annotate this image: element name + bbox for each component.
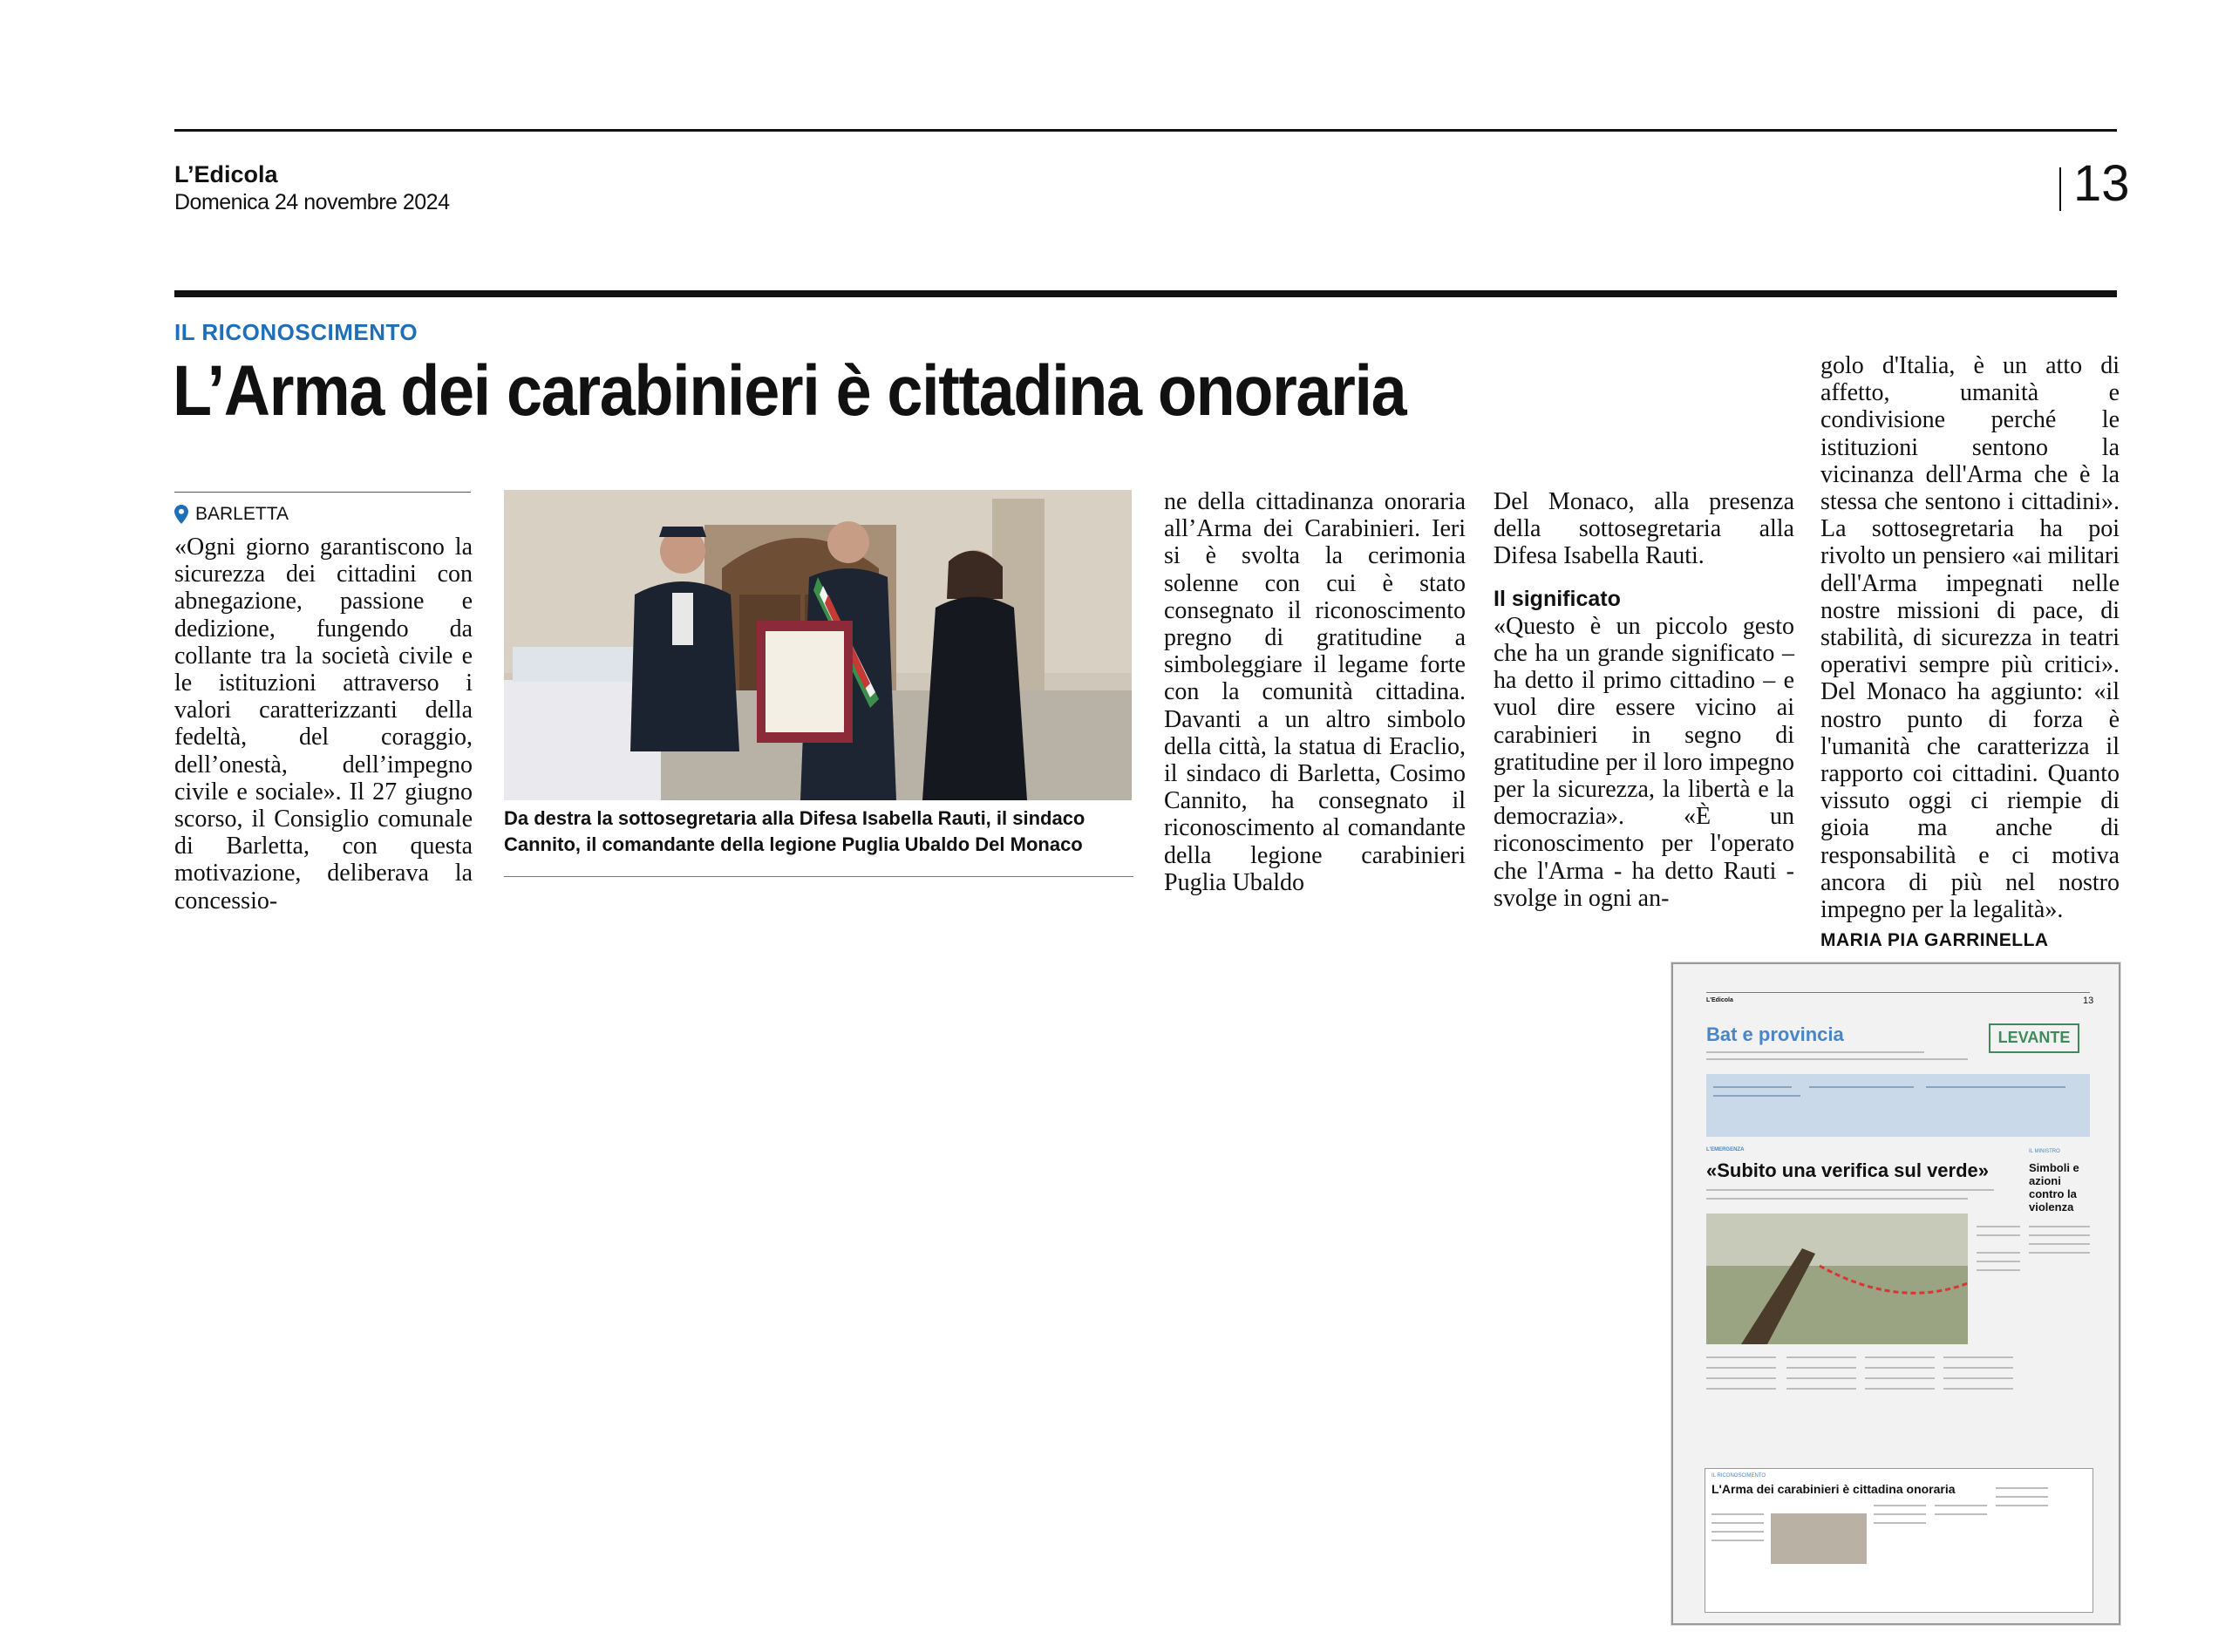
thumb-text (1865, 1388, 1935, 1390)
thumb-text (1786, 1356, 1856, 1358)
article-kicker: IL RICONOSCIMENTO (174, 319, 418, 345)
thumb-text (1711, 1513, 1764, 1515)
thumb-photo-image (1706, 1214, 1968, 1344)
thumb-text (2029, 1252, 2090, 1254)
thumb-text (1706, 1198, 1968, 1200)
thumb-text (1706, 1051, 1924, 1053)
thumb-text (1935, 1505, 1987, 1506)
thumb-text (1996, 1505, 2048, 1506)
thumb-text (1711, 1531, 1764, 1533)
location-rule (174, 492, 471, 493)
thumb-text (2029, 1226, 2090, 1227)
thumb-text (1977, 1252, 2020, 1254)
thumb-text (1706, 1058, 1968, 1060)
thumb-text (1926, 1086, 2065, 1088)
location-pin-icon (174, 505, 188, 524)
thumb-text (1943, 1367, 2013, 1369)
thumb-article-headline: L'Arma dei carabinieri è cittadina onoraria (1711, 1482, 1956, 1496)
column-4-text-b: «Questo è un piccolo gesto che ha un grande significato – ha detto il primo cittadino – e vuol dire essere vicino ai carabinieri in segno di gratitudine per il loro impegno per la sicurezza, la libertà e la democrazia». «È un riconoscimento per l'operato che l'Arma - ha detto Rauti - svolge in ogni an- (1494, 612, 1794, 912)
thumb-text (1977, 1261, 2020, 1262)
thumb-text (1706, 1377, 1776, 1379)
thumb-text (1865, 1367, 1935, 1369)
thumb-text (1786, 1377, 1856, 1379)
column-4-text-a: Del Monaco, alla presenza della sottosegretaria alla Difesa Isabella Rauti. (1494, 488, 1794, 570)
article-location (174, 504, 289, 525)
caption-rule (504, 876, 1133, 877)
thumb-text (1706, 1189, 1994, 1191)
article-column-1 (174, 534, 473, 914)
thumb-text (1977, 1269, 2020, 1271)
thumb-text (1977, 1226, 2020, 1227)
thumb-text (1874, 1505, 1926, 1506)
page-number: 13 (2073, 155, 2130, 212)
page-number-divider (2059, 167, 2061, 211)
column-5-text: golo d'Italia, è un atto di affetto, umanità e condivisione perché le istituzioni sentono la vicinanza dell'Arma che è la stessa che sentono i cittadini». La sottosegretaria ha poi rivolto un pensiero «ai militari dell'Arma impegnati nelle nostre missioni di pace, di stabilità, di sicurezza in teatri operativi sempre più critici». Del Monaco ha aggiunto: «il nostro punto di forza è l'umanità che caratterizza il rapporto coi cittadini. Quanto vissuto oggi ci riempie di gioia ma anche di responsabilità e ci motiva ancora di più nel nostro impegno per la legalità». (1820, 352, 2120, 924)
thumb-text (1786, 1388, 1856, 1390)
thumb-article-photo (1771, 1513, 1867, 1564)
thumb-brand-logo: LEVANTE (1989, 1023, 2079, 1053)
article-column-4 (1494, 488, 1794, 912)
thumb-text (1996, 1496, 2048, 1498)
thumb-masthead: L'Edicola (1706, 997, 1733, 1003)
thumb-text (1865, 1356, 1935, 1358)
thumb-text (1711, 1522, 1764, 1524)
thumb-section-title: Bat e provincia (1706, 1023, 1844, 1045)
thumb-text (1935, 1513, 1987, 1515)
issue-date: Domenica 24 novembre 2024 (174, 190, 450, 214)
column-1-text: «Ogni giorno garantiscono la sicurezza dei cittadini con abnegazione, passione e dedizione, fungendo da collante tra la società civile e le istituzioni attraverso i valori caratterizzanti della fedeltà, del coraggio, dell’onestà, dell’impegno civile e sociale». Il 27 giugno scorso, il Consiglio comunale di Barletta, con questa motivazione, deliberava la concessio- (174, 534, 473, 914)
thumb-top-rule (1706, 992, 2090, 993)
thumb-kicker: L'EMERGENZA (1706, 1147, 1745, 1152)
location-label: BARLETTA (195, 504, 289, 524)
ceremony-photo (504, 490, 1132, 800)
thumb-text (1865, 1377, 1935, 1379)
thumb-text (1706, 1356, 1776, 1358)
thumb-text (2029, 1243, 2090, 1245)
thumb-text (2029, 1234, 2090, 1236)
article-photo (504, 490, 1132, 800)
thumb-text (1943, 1377, 2013, 1379)
section-rule (174, 290, 2117, 297)
article-subhead: Il significato (1494, 586, 1621, 611)
thumb-text (1996, 1487, 2048, 1489)
column-3-text: ne della cittadinanza onoraria all’Arma dei Carabinieri. Ieri si è svolta la cerimonia solenne con cui è stato consegnato il riconoscimento pregno di gratitudine a simboleggiare il legame forte con la comunità cittadina. Davanti a un altro simbolo della città, la statua di Eraclio, il sindaco di Barletta, Cosimo Cannito, ha consegnato il riconoscimento al comandante della legione carabinieri Puglia Ubaldo (1164, 488, 1466, 896)
article-column-5 (1820, 352, 2120, 954)
thumb-page-number: 13 (2083, 996, 2094, 1006)
thumb-text (1809, 1086, 1914, 1088)
thumb-article-kicker: IL RICONOSCIMENTO (1711, 1473, 1766, 1479)
photo-caption: Da destra la sottosegretaria alla Difesa Isabella Rauti, il sindaco Cannito, il comandante della legione Puglia Ubaldo Del Monaco (504, 807, 1085, 855)
thumb-text (1706, 1388, 1776, 1390)
masthead: L’Edicola (174, 161, 278, 187)
thumb-headline: «Subito una verifica sul verde» (1706, 1159, 1990, 1181)
thumb-text (1713, 1086, 1792, 1088)
thumb-text (1977, 1234, 2020, 1236)
thumb-side-kicker: IL MINISTRO (2029, 1149, 2060, 1154)
thumb-side-headline: Simboli e azioni contro la violenza (2029, 1161, 2079, 1214)
thumb-top-strip (1706, 1074, 2090, 1137)
top-rule (174, 129, 2117, 132)
page-thumbnail (1671, 962, 2120, 1625)
thumb-photo (1706, 1214, 1968, 1344)
article-headline: L’Arma dei carabinieri è cittadina onoraria (173, 351, 1406, 431)
article-column-3 (1164, 488, 1466, 896)
thumb-text (1874, 1513, 1926, 1515)
thumb-text (1713, 1095, 1800, 1097)
thumb-text (1943, 1388, 2013, 1390)
thumb-text (1706, 1367, 1776, 1369)
thumb-text (1874, 1522, 1926, 1524)
article-author: MARIA PIA GARRINELLA (1820, 930, 2049, 951)
thumb-text (1943, 1356, 2013, 1358)
thumb-text (1711, 1540, 1764, 1541)
thumb-text (1786, 1367, 1856, 1369)
